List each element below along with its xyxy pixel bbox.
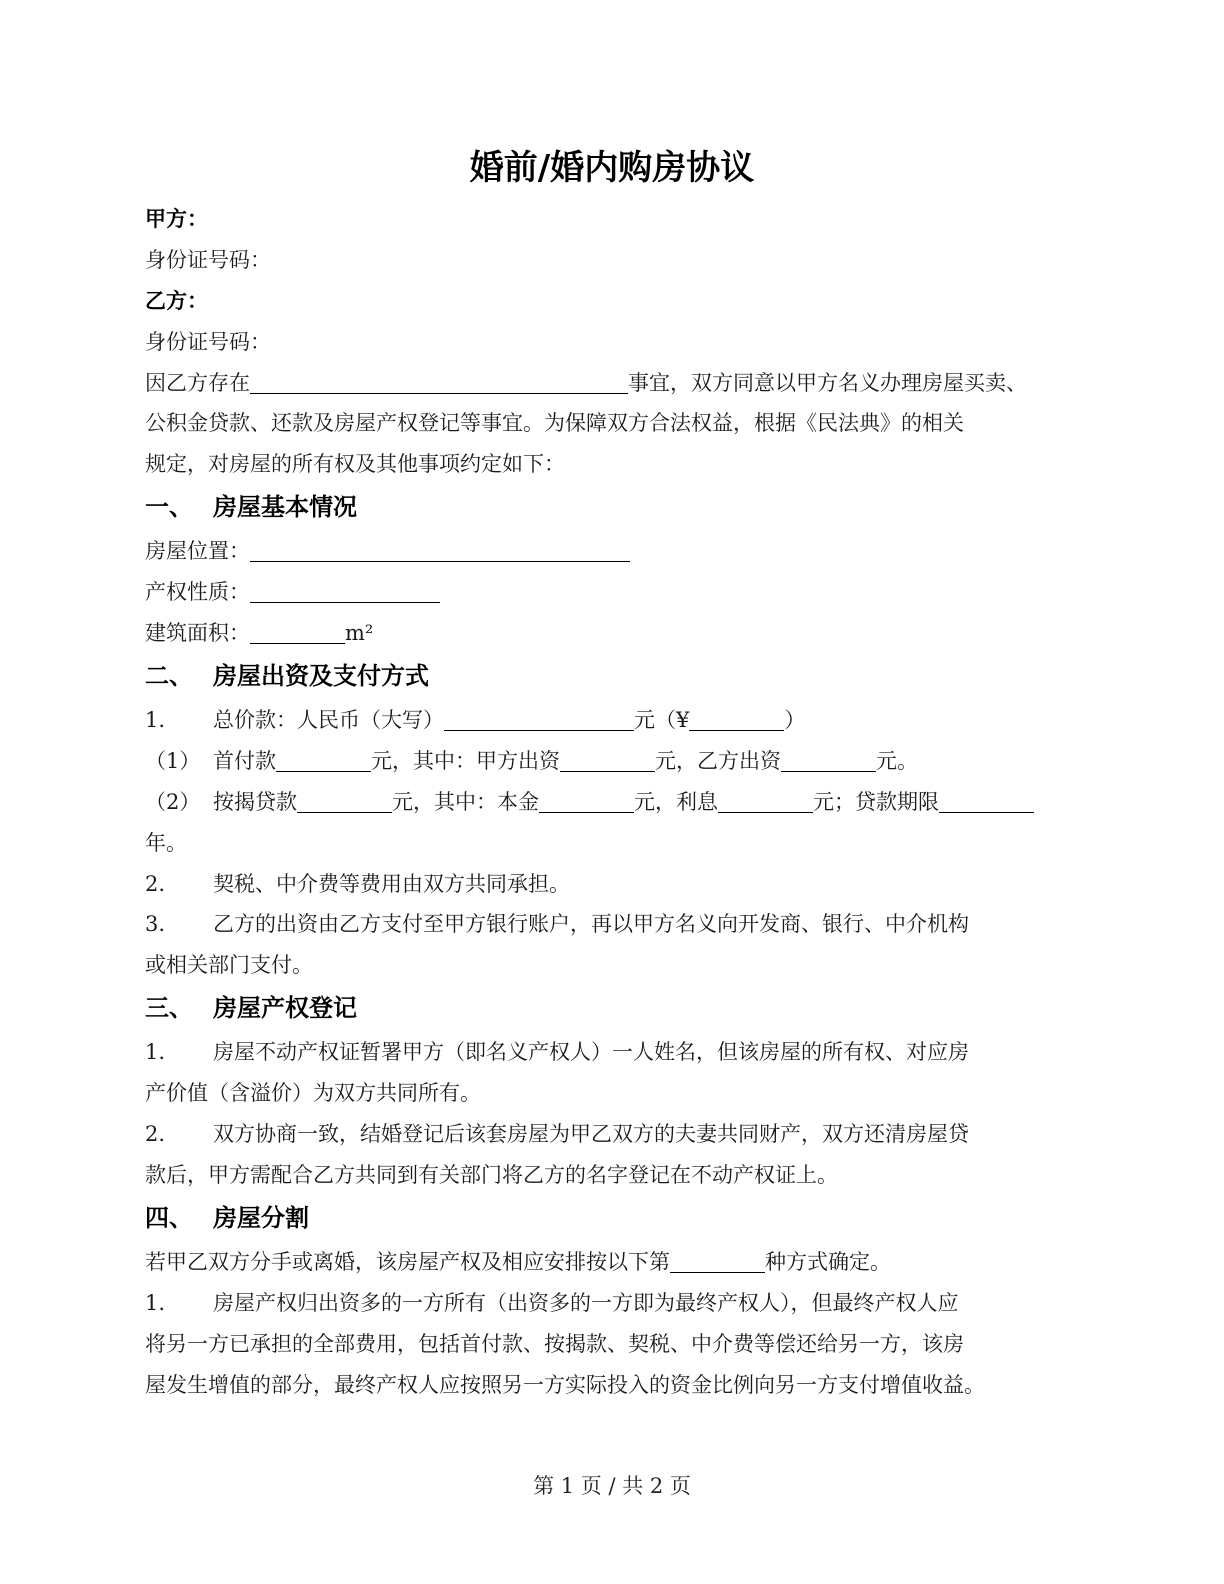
item-number: 2. (145, 872, 166, 896)
section-4-number: 四、 (145, 1204, 193, 1232)
division-intro-suffix: 种方式确定。 (765, 1250, 891, 1274)
fees-text: 契税、中介费等费用由双方共同承担。 (213, 872, 570, 896)
division-method-blank[interactable] (670, 1250, 765, 1273)
document-title: 婚前/婚内购房协议 (469, 148, 755, 188)
party-b-id-label: 身份证号码： (145, 330, 271, 354)
location-blank[interactable] (250, 539, 630, 562)
party-a-label: 甲方： (145, 207, 208, 231)
yuan-label: 元（¥ (634, 708, 690, 732)
section-1-heading (145, 491, 357, 523)
payment-flow-cont: 或相关部门支付。 (145, 953, 313, 977)
intro-suffix: 事宜，双方同意以甲方名义办理房屋买卖、 (628, 371, 1027, 395)
principal-blank[interactable] (539, 790, 634, 813)
party-a-id-label: 身份证号码： (145, 248, 271, 272)
division-item-1-cont-2: 屋发生增值的部分，最终产权人应按照另一方实际投入的资金比例向另一方支付增值收益。 (145, 1373, 985, 1397)
payment-flow-text: 乙方的出资由乙方支付至甲方银行账户，再以甲方名义向开发商、银行、中介机构 (213, 912, 969, 936)
area-label: 建筑面积： (145, 621, 250, 645)
section-3-heading (145, 992, 357, 1024)
mortgage-blank[interactable] (297, 790, 392, 813)
fees-row (145, 869, 1085, 899)
registration-item-2 (145, 1119, 1085, 1149)
page-footer: 第 1 页 / 共 2 页 (533, 1474, 691, 1498)
mortgage-row-cont: 年。 (145, 831, 187, 855)
party-b-contribution-label: 元，乙方出资 (655, 749, 781, 773)
item-number: 2. (145, 1122, 166, 1146)
total-price-number-blank[interactable] (689, 708, 784, 731)
item-number: 3. (145, 912, 166, 936)
division-item-1-text: 房屋产权归出资多的一方所有（出资多的一方即为最终产权人），但最终产权人应 (213, 1291, 959, 1315)
nature-label: 产权性质： (145, 580, 250, 604)
intro-prefix: 因乙方存在 (145, 371, 250, 395)
yuan-end: 元。 (876, 749, 918, 773)
area-row (145, 618, 1085, 648)
registration-item-1-text: 房屋不动产权证暂署甲方（即名义产权人）一人姓名，但该房屋的所有权、对应房 (213, 1040, 969, 1064)
item-number: 1. (145, 1040, 166, 1064)
division-intro-prefix: 若甲乙双方分手或离婚，该房屋产权及相应安排按以下第 (145, 1250, 670, 1274)
item-number: 1. (145, 1291, 166, 1315)
section-3-title: 房屋产权登记 (213, 994, 357, 1022)
payment-flow-row (145, 909, 1085, 939)
total-price-row (145, 705, 1085, 735)
section-2-number: 二、 (145, 662, 193, 690)
party-b-label: 乙方： (145, 289, 208, 313)
down-payment-blank[interactable] (276, 749, 371, 772)
loan-term-label: 元；贷款期限 (813, 790, 939, 814)
area-blank[interactable] (250, 621, 345, 644)
mortgage-label: 按揭贷款 (213, 790, 297, 814)
matter-blank[interactable] (250, 371, 628, 394)
section-1-number: 一、 (145, 493, 193, 521)
area-unit: m² (345, 621, 374, 645)
sub-item-number: （1） (145, 749, 201, 773)
location-row (145, 536, 1085, 566)
mortgage-row (145, 787, 1085, 817)
section-4-title: 房屋分割 (213, 1204, 309, 1232)
close-paren: ） (784, 708, 806, 732)
section-4-heading (145, 1202, 309, 1234)
division-item-1-cont-1: 将另一方已承担的全部费用，包括首付款、按揭款、契税、中介费等偿还给另一方，该房 (145, 1332, 964, 1356)
section-1-title: 房屋基本情况 (213, 493, 357, 521)
location-label: 房屋位置： (145, 539, 250, 563)
sub-item-number: （2） (145, 790, 201, 814)
loan-term-blank[interactable] (939, 790, 1034, 813)
section-2-heading (145, 660, 429, 692)
principal-label: 元，其中：本金 (392, 790, 539, 814)
registration-item-2-text: 双方协商一致，结婚登记后该套房屋为甲乙双方的夫妻共同财产，双方还清房屋贷 (213, 1122, 969, 1146)
nature-row (145, 577, 1085, 607)
section-3-number: 三、 (145, 994, 193, 1022)
section-2-title: 房屋出资及支付方式 (213, 662, 429, 690)
nature-blank[interactable] (250, 580, 440, 603)
registration-item-2-cont: 款后，甲方需配合乙方共同到有关部门将乙方的名字登记在不动产权证上。 (145, 1163, 838, 1187)
interest-blank[interactable] (718, 790, 813, 813)
party-a-contribution-label: 元，其中：甲方出资 (371, 749, 560, 773)
down-payment-row (145, 746, 1085, 776)
total-price-words-blank[interactable] (444, 708, 634, 731)
total-price-label: 总价款：人民币（大写） (213, 708, 444, 732)
intro-line-1 (145, 368, 1085, 398)
division-item-1 (145, 1288, 1085, 1318)
registration-item-1-cont: 产价值（含溢价）为双方共同所有。 (145, 1081, 481, 1105)
party-b-contribution-blank[interactable] (781, 749, 876, 772)
interest-label: 元，利息 (634, 790, 718, 814)
intro-line-3: 规定，对房屋的所有权及其他事项约定如下： (145, 452, 565, 476)
down-payment-label: 首付款 (213, 749, 276, 773)
intro-line-2: 公积金贷款、还款及房屋产权登记等事宜。为保障双方合法权益，根据《民法典》的相关 (145, 411, 964, 435)
division-intro (145, 1247, 1085, 1277)
registration-item-1 (145, 1037, 1085, 1067)
item-number: 1. (145, 708, 166, 732)
party-a-contribution-blank[interactable] (560, 749, 655, 772)
